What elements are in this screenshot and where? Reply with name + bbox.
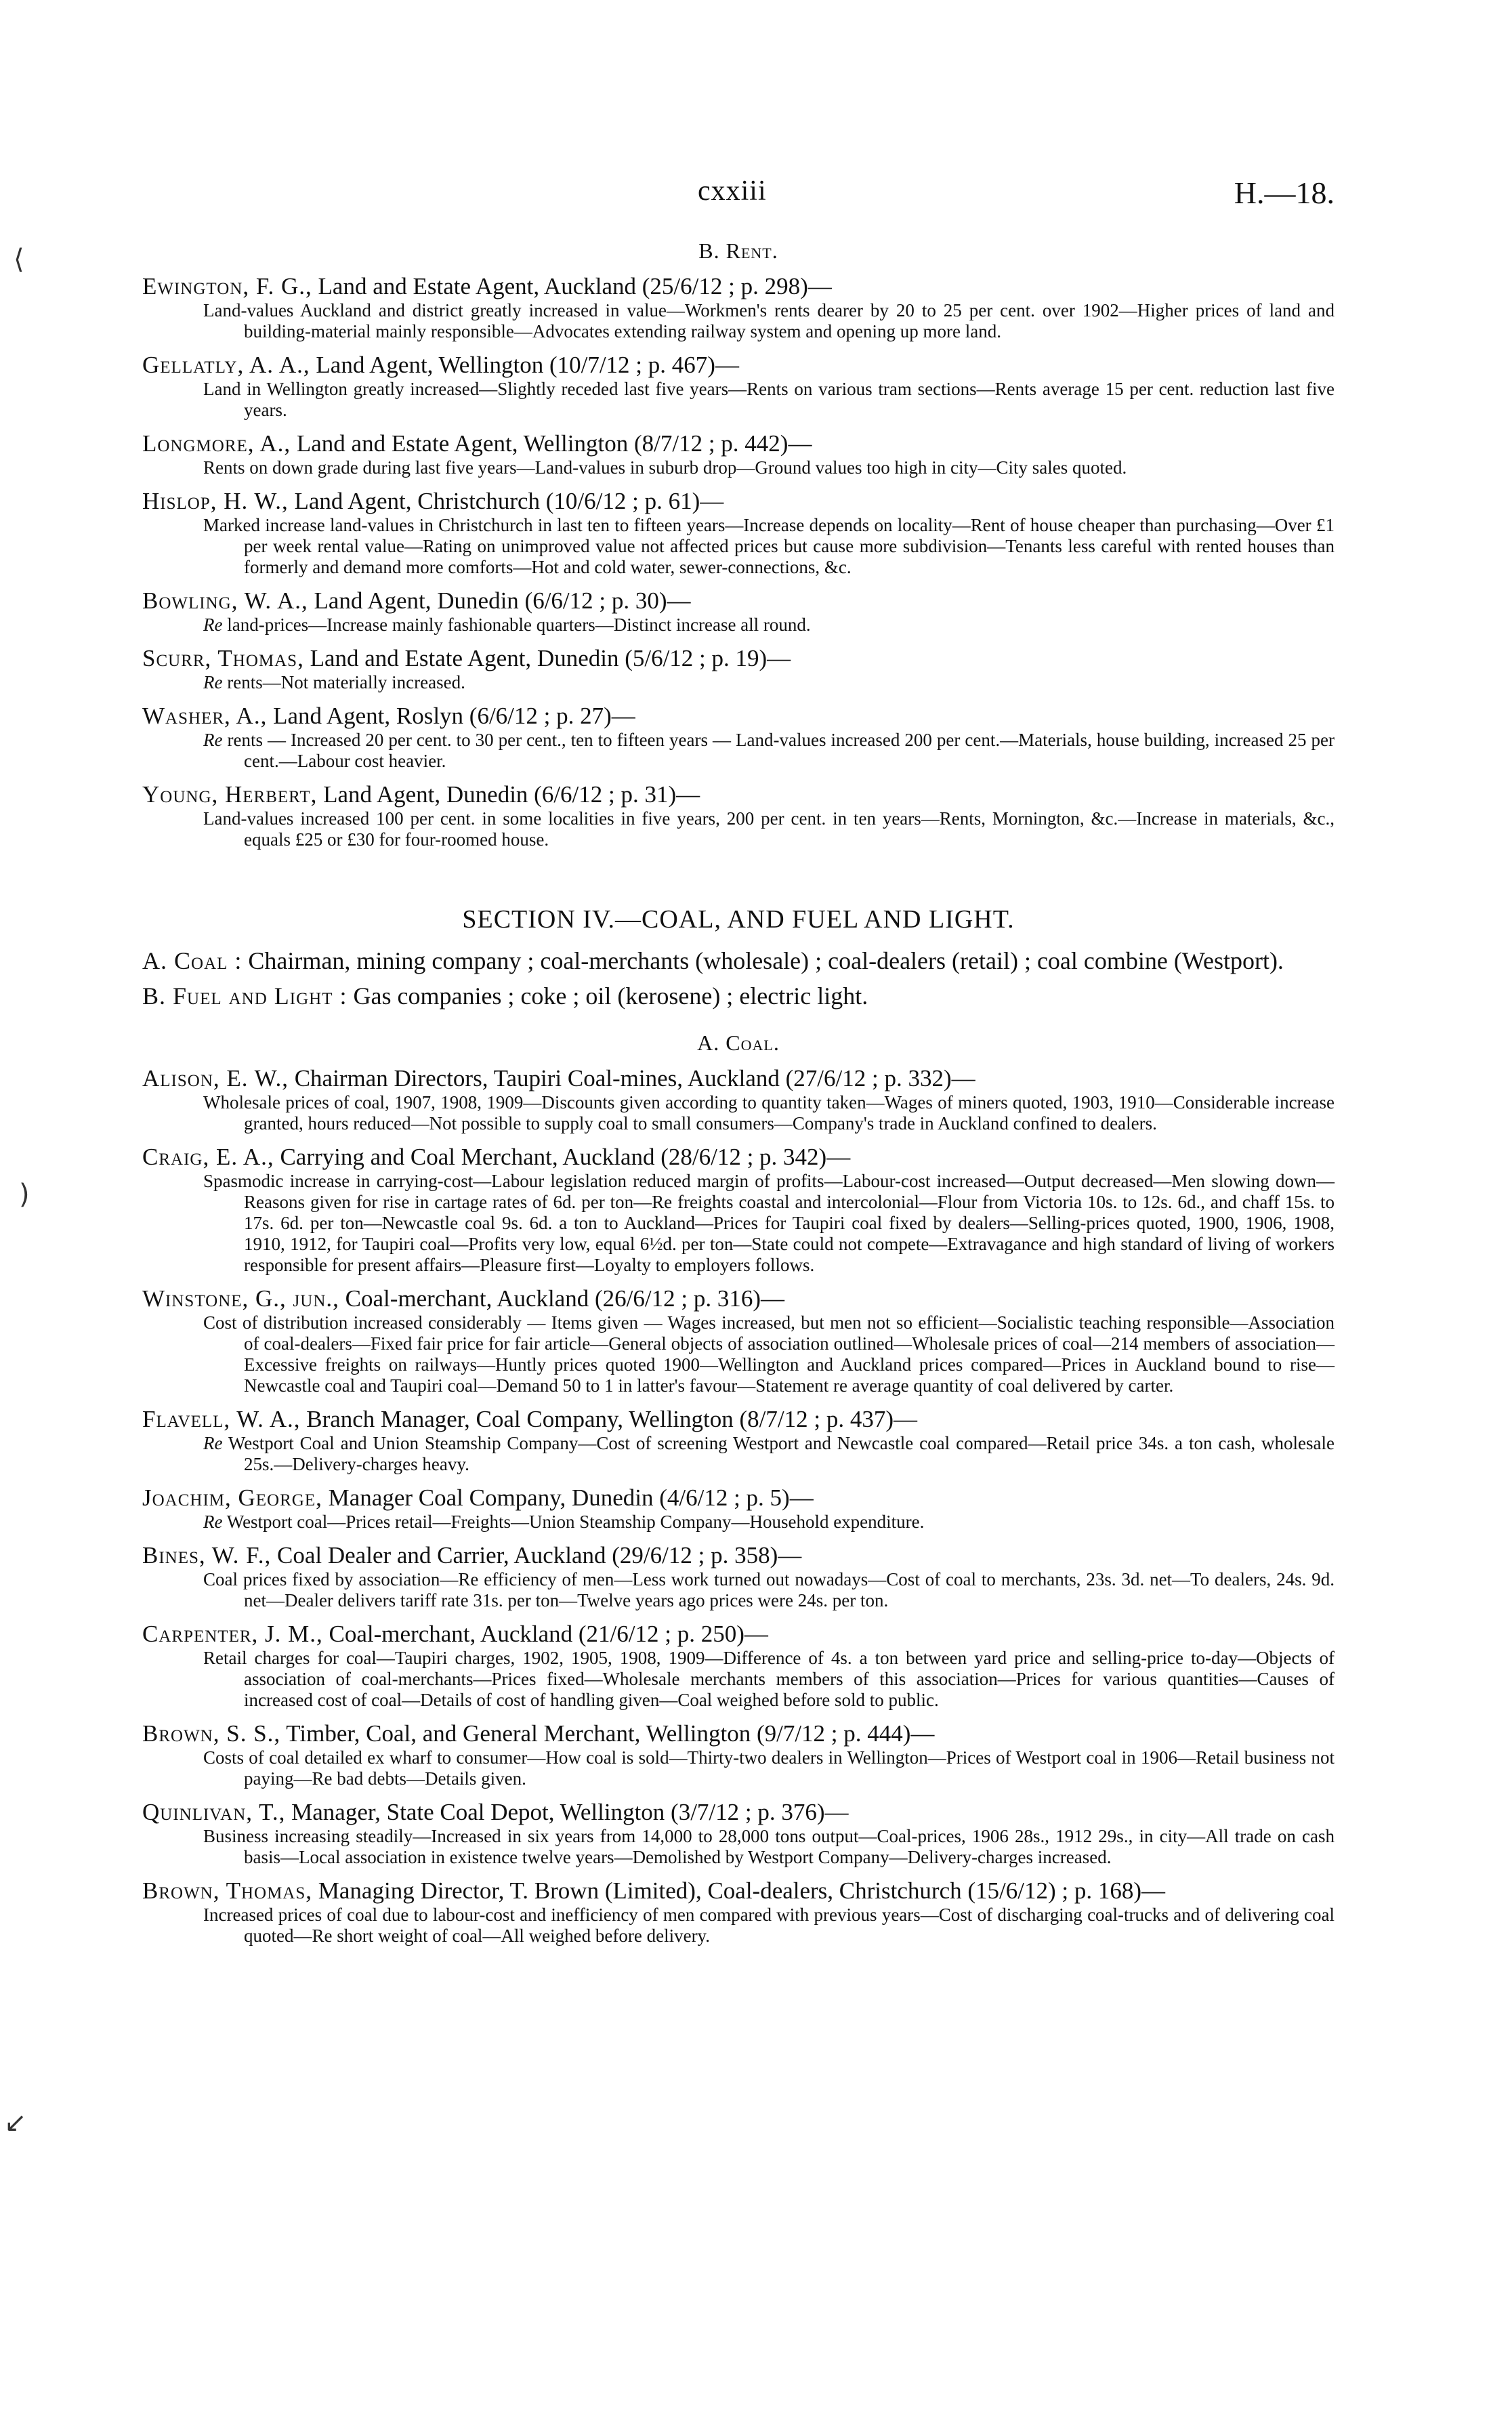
witness-name: Carpenter, J. M.,	[142, 1621, 323, 1647]
witness-name: Scurr, Thomas,	[142, 645, 304, 671]
list-item	[142, 430, 1335, 478]
category-b-text: Gas companies ; coke ; oil (kerosene) ; electric light.	[353, 982, 868, 1010]
witness-name: Winstone, G., jun.,	[142, 1285, 339, 1312]
witness-description: Managing Director, T. Brown (Limited), Coal-dealers, Christchurch (15/6/12) ; p. 168)—	[318, 1877, 1165, 1904]
entry-heading	[142, 352, 1335, 379]
witness-name: Washer, A.,	[142, 703, 268, 729]
category-a-text: Chairman, mining company ; coal-merchants (wholesale) ; coal-dealers (retail) ; coal combine (Westport).	[248, 947, 1284, 974]
list-item	[142, 1144, 1335, 1276]
rent-heading: B. Rent.	[698, 238, 778, 263]
entry-summary	[142, 1569, 1335, 1611]
summary-text: Business increasing steadily—Increased in six years from 14,000 to 28,000 tons output—Coal-prices, 1906 28s., 1912 29s., in city—All trade on cash basis—Local association in existence twelve years—Demolished by Westport Company—Delivery-charges increased.	[203, 1826, 1335, 1867]
summary-text: Westport Coal and Union Steamship Company—Cost of screening Westport and Newcastle coal compared—Retail price 34s. a ton cash, wholesale 25s.—Delivery-charges heavy.	[222, 1433, 1335, 1474]
witness-name: Craig, E. A.,	[142, 1144, 274, 1170]
entry-summary	[142, 1171, 1335, 1276]
list-item	[142, 1542, 1335, 1611]
witness-description: Land Agent, Dunedin (6/6/12 ; p. 30)—	[314, 587, 691, 614]
summary-text: Land-values Auckland and district greatly increased in value—Workmen's rents dearer by 20 to 25 per cent. over 1902—Higher prices of land and building-material mainly responsible—Advocates extending railway system and opening up more land.	[203, 300, 1335, 341]
witness-description: Land and Estate Agent, Dunedin (5/6/12 ; p. 19)—	[310, 645, 791, 671]
witness-description: Coal-merchant, Auckland (21/6/12 ; p. 250)—	[329, 1621, 768, 1647]
entry-summary	[142, 1747, 1335, 1789]
witness-description: Land Agent, Dunedin (6/6/12 ; p. 31)—	[323, 781, 700, 808]
entry-heading	[142, 1542, 1335, 1569]
summary-text: land-prices—Increase mainly fashionable quarters—Distinct increase all round.	[222, 615, 811, 635]
entry-summary	[142, 515, 1335, 578]
summary-text: Retail charges for coal—Taupiri charges, 1902, 1905, 1908, 1909—Difference of 4s. a ton between yard price and selling-price to-day—Objects of association of coal-merchants—Prices fixed—Wholesale merchants members of this association—Prices for various quantities—Causes of increased cost of coal—Details of cost of handling given—Coal weighed before sold to public.	[203, 1648, 1335, 1710]
entry-heading	[142, 1720, 1335, 1747]
witness-description: Land and Estate Agent, Wellington (8/7/12 ; p. 442)—	[296, 430, 812, 457]
entry-summary	[142, 730, 1335, 772]
entry-heading	[142, 1621, 1335, 1648]
entry-heading	[142, 273, 1335, 300]
list-item	[142, 703, 1335, 772]
witness-name: Ewington, F. G.,	[142, 273, 312, 299]
entry-heading	[142, 1484, 1335, 1512]
witness-name: Gellatly, A. A.,	[142, 352, 310, 378]
list-item	[142, 488, 1335, 578]
entry-summary	[142, 300, 1335, 342]
witness-description: Chairman Directors, Taupiri Coal-mines, Auckland (27/6/12 ; p. 332)—	[294, 1065, 975, 1091]
witness-description: Land and Estate Agent, Auckland (25/6/12 ; p. 298)—	[318, 273, 832, 299]
summary-text: rents—Not materially increased.	[222, 672, 465, 692]
entry-summary	[142, 672, 1335, 693]
entry-heading	[142, 488, 1335, 515]
re-prefix: Re	[203, 672, 223, 692]
witness-description: Timber, Coal, and General Merchant, Wellington (9/7/12 ; p. 444)—	[286, 1720, 935, 1747]
list-item	[142, 781, 1335, 850]
summary-text: Wholesale prices of coal, 1907, 1908, 1909—Discounts given according to quantity taken—Wages of miners quoted, 1903, 1910—Considerable increase granted, hours reduced—Not possible to supply coal to small consumers—Company's trade in Auckland confined to dealers.	[203, 1092, 1335, 1134]
list-item	[142, 352, 1335, 421]
coal-entries	[142, 1065, 1335, 1947]
witness-name: Alison, E. W.,	[142, 1065, 289, 1091]
entry-summary	[142, 1512, 1335, 1533]
entry-heading	[142, 645, 1335, 672]
document-page	[142, 175, 1335, 1947]
entry-heading	[142, 781, 1335, 808]
category-b	[142, 982, 1335, 1010]
witness-name: Longmore, A.,	[142, 430, 291, 457]
summary-text: Increased prices of coal due to labour-cost and inefficiency of men compared with previous years—Cost of discharging coal-trucks and of delivering coal quoted—Re short weight of coal—All weighed before delivery.	[203, 1905, 1335, 1946]
page-number: cxxiii	[698, 175, 767, 207]
margin-pencil-mark: )	[19, 1179, 30, 1210]
entry-heading	[142, 1285, 1335, 1312]
entry-summary	[142, 808, 1335, 850]
witness-description: Coal-merchant, Auckland (26/6/12 ; p. 316)—	[345, 1285, 784, 1312]
witness-description: Coal Dealer and Carrier, Auckland (29/6/12 ; p. 358)—	[277, 1542, 802, 1568]
list-item	[142, 1285, 1335, 1396]
witness-name: Bowling, W. A.,	[142, 587, 308, 614]
entry-summary	[142, 1312, 1335, 1396]
section-title: SECTION IV.—COAL, AND FUEL AND LIGHT.	[462, 905, 1015, 934]
summary-text: rents — Increased 20 per cent. to 30 per cent., ten to fifteen years — Land-values increased 200 per cent.—Materials, house building, increased 25 per cent.—Labour cost heavier.	[222, 730, 1335, 771]
summary-text: Spasmodic increase in carrying-cost—Labour legislation reduced margin of profits—Labour-cost increased—Output decreased—Men slowing down—Reasons given for rise in cartage rates of 6d. per ton—Re freights coastal and intercolonial—Flour from Victoria 10s. to 12s. 6d., and chaff 15s. to 17s. 6d. per ton—Newcastle coal 9s. 6d. a ton to Auckland—Prices for Taupiri coal fixed by dealers—Selling-prices quoted, 1900, 1906, 1908, 1910, 1912, for Taupiri coal—Profits very low, equal 6½d. per ton—State could not compete—Extravagance and high standard of living of workers responsible for present affairs—Pleasure first—Loyalty to employers follows.	[203, 1171, 1335, 1275]
witness-description: Land Agent, Wellington (10/7/12 ; p. 467)—	[316, 352, 739, 378]
entry-heading	[142, 1144, 1335, 1171]
witness-name: Brown, Thomas,	[142, 1877, 313, 1904]
entry-heading	[142, 430, 1335, 457]
witness-description: Branch Manager, Coal Company, Wellington (8/7/12 ; p. 437)—	[306, 1406, 917, 1432]
entry-summary	[142, 457, 1335, 478]
re-prefix: Re	[203, 1433, 223, 1453]
summary-text: Coal prices fixed by association—Re efficiency of men—Less work turned out nowadays—Cost of coal to merchants, 23s. 3d. net—To dealers, 24s. 9d. net—Dealer delivers tariff rate 31s. per ton—Twelve years ago prices were 24s. per ton.	[203, 1569, 1335, 1610]
re-prefix: Re	[203, 1512, 223, 1532]
list-item	[142, 273, 1335, 342]
list-item	[142, 1484, 1335, 1533]
entry-heading	[142, 587, 1335, 615]
witness-name: Flavell, W. A.,	[142, 1406, 301, 1432]
list-item	[142, 1406, 1335, 1475]
witness-description: Land Agent, Roslyn (6/6/12 ; p. 27)—	[273, 703, 635, 729]
entry-summary	[142, 1092, 1335, 1134]
document-reference: H.—18.	[1234, 175, 1335, 210]
entry-heading	[142, 1406, 1335, 1433]
entry-heading	[142, 703, 1335, 730]
entry-summary	[142, 615, 1335, 636]
witness-description: Manager Coal Company, Dunedin (4/6/12 ; p. 5)—	[328, 1484, 814, 1511]
rent-entries	[142, 273, 1335, 850]
summary-text: Westport coal—Prices retail—Freights—Union Steamship Company—Household expenditure.	[222, 1512, 925, 1532]
witness-description: Carrying and Coal Merchant, Auckland (28/6/12 ; p. 342)—	[280, 1144, 851, 1170]
entry-heading	[142, 1877, 1335, 1905]
entry-summary	[142, 379, 1335, 421]
re-prefix: Re	[203, 730, 223, 750]
list-item	[142, 1065, 1335, 1134]
entry-summary	[142, 1433, 1335, 1475]
page-header	[142, 175, 1335, 215]
witness-name: Joachim, George,	[142, 1484, 322, 1511]
summary-text: Rents on down grade during last five years—Land-values in suburb drop—Ground values too high in city—City sales quoted.	[203, 457, 1127, 478]
summary-text: Costs of coal detailed ex wharf to consumer—How coal is sold—Thirty-two dealers in Wellington—Prices of Westport coal in 1906—Retail business not paying—Re bad debts—Details given.	[203, 1747, 1335, 1789]
witness-name: Quinlivan, T.,	[142, 1799, 286, 1825]
coal-heading: A. Coal.	[697, 1031, 780, 1055]
witness-name: Young, Herbert,	[142, 781, 318, 808]
witness-name: Bines, W. F.,	[142, 1542, 272, 1568]
witness-name: Brown, S. S.,	[142, 1720, 281, 1747]
margin-pencil-mark: ⟨	[14, 244, 24, 275]
list-item	[142, 1621, 1335, 1711]
summary-text: Marked increase land-values in Christchurch in last ten to fifteen years—Increase depends on locality—Rent of house cheaper than purchasing—Over £1 per week rental value—Rating on unimproved value not affected prices but cause more subdivision—Tenants less careful with rented houses than formerly and demand more comforts—Hot and cold water, sewer-connections, &c.	[203, 515, 1335, 577]
list-item	[142, 587, 1335, 636]
entry-heading	[142, 1799, 1335, 1826]
entry-summary	[142, 1905, 1335, 1947]
summary-text: Land in Wellington greatly increased—Slightly receded last five years—Rents on various tram sections—Rents average 15 per cent. reduction last five years.	[203, 379, 1335, 420]
entry-summary	[142, 1648, 1335, 1711]
list-item	[142, 645, 1335, 693]
witness-description: Manager, State Coal Depot, Wellington (3/7/12 ; p. 376)—	[291, 1799, 849, 1825]
category-a	[142, 947, 1335, 975]
re-prefix: Re	[203, 615, 223, 635]
list-item	[142, 1720, 1335, 1789]
witness-description: Land Agent, Christchurch (10/6/12 ; p. 61)—	[294, 488, 724, 514]
entry-heading	[142, 1065, 1335, 1092]
category-b-label: B. Fuel and Light :	[142, 982, 348, 1010]
list-item	[142, 1799, 1335, 1868]
entry-summary	[142, 1826, 1335, 1868]
witness-name: Hislop, H. W.,	[142, 488, 289, 514]
category-a-label: A. Coal :	[142, 947, 243, 974]
list-item	[142, 1877, 1335, 1947]
margin-pencil-mark: ↙	[4, 2107, 27, 2138]
summary-text: Cost of distribution increased considerably — Items given — Wages increased, but men not so efficient—Socialistic teaching responsible—Association of coal-dealers—Fixed fair price for fair article—General objects of association outlined—Wholesale prices of coal—214 members of association—Excessive freights on railways—Huntly prices quoted 1900—Wellington and Auckland prices compared—Prices in Auckland bound to rise—Newcastle coal and Taupiri coal—Demand 50 to 1 in latter's favour—Statement re average quantity of coal delivered by carter.	[203, 1312, 1335, 1396]
summary-text: Land-values increased 100 per cent. in some localities in five years, 200 per cent. in ten years—Rents, Mornington, &c.—Increase in materials, &c., equals £25 or £30 for four-roomed house.	[203, 808, 1335, 850]
